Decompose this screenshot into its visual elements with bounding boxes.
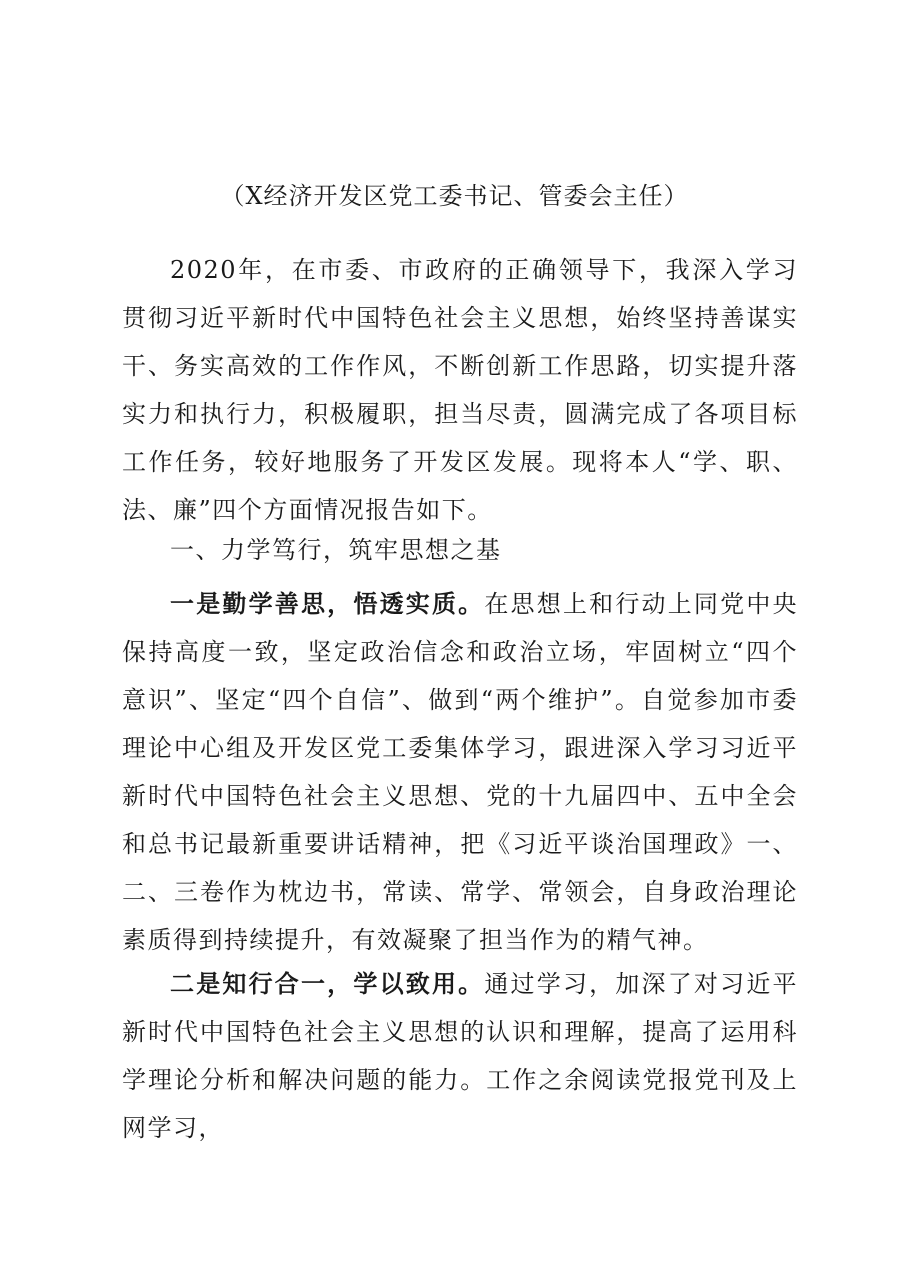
item-1-lead: 一是勤学善思，悟透实质。	[170, 589, 485, 618]
item-1-paragraph	[122, 580, 798, 964]
item-2-body: 通过学习，加深了对习近平新时代中国特色社会主义思想的认识和理解，提高了运用科学理论分析和解决问题的能力。工作之余阅读党报党刊及上网学习，	[122, 970, 799, 1142]
section-heading: 一、力学笃行，筑牢思想之基	[170, 536, 502, 564]
item-2-lead: 二是知行合一，学以致用。	[170, 969, 485, 998]
intro-paragraph: 2020年，在市委、市政府的正确领导下，我深入学习贯彻习近平新时代中国特色社会主义思想，始终坚持善谋实干、务实高效的工作作风，不断创新工作思路，切实提升落实力和执行力，积极履职，担当尽责，圆满完成了各项目标工作任务，较好地服务了开发区发展。现将本人“学、职、法、廉”四个方面情况报告如下。	[122, 256, 798, 524]
item-2-paragraph	[122, 960, 798, 1152]
item-1-body: 在思想上和行动上同党中央保持高度一致，坚定政治信念和政治立场，牢固树立“四个意识”、坚定“四个自信”、做到“两个维护”。自觉参加市委理论中心组及开发区党工委集体学习，跟进深入学习习近平新时代中国特色社会主义思想、党的十九届四中、五中全会和总书记最新重要讲话精神，把《习近平谈治国理政》一、二、三卷作为枕边书，常读、常学、常领会，自身政治理论素质得到持续提升，有效凝聚了担当作为的精气神。	[122, 590, 799, 954]
document-subtitle: （X经济开发区党工委书记、管委会主任）	[220, 182, 689, 210]
